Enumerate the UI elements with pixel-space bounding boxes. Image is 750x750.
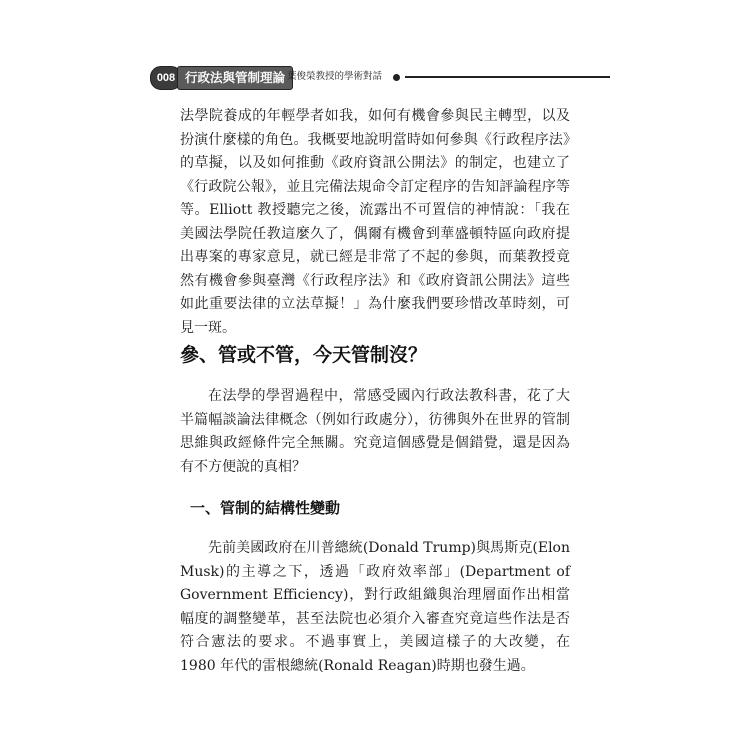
header-bullet-dot (393, 74, 400, 81)
subsection-heading: 一、管制的結構性變動 (190, 499, 341, 517)
paragraph-2: 在法學的學習過程中，常感受國內行政法教科書，花了大半篇幅談論法律概念（例如行政處分），彷彿與外在世界的管制思維與政經條件完全無關。究竟這個感覺是個錯覺，還是因為有不方便說的真相？ (180, 388, 570, 475)
book-subtitle: 葉俊榮教授的學術對話 (287, 71, 383, 82)
section-heading: 參、管或不管，今天管制沒？ (180, 344, 428, 366)
running-header (150, 66, 610, 88)
paragraph-1: 法學院養成的年輕學者如我，如何有機會參與民主轉型，以及扮演什麼樣的角色。我概要地說明當時如何參與《行政程序法》的草擬，以及如何推動《政府資訊公開法》的制定，也建立了《行政院公報》，並且完備法規命令訂定程序的告知評論程序等等。Elliott 教授聽完之後，流露出不可置信的神情說：「我在美國法學院任教這麼久了，偶爾有機會到華盛頓特區向政府提出專案的專家意見，就已經是非常了不起的參與，而葉教授竟然有機會參與臺灣《行政程序法》和《政府資訊公開法》這些如此重要法律的立法草擬！」為什麼我們要珍惜改革時刻，可見一斑。 (180, 108, 570, 336)
paragraph-3: 先前美國政府在川普總統(Donald Trump)與馬斯克(Elon Musk)的主導之下，透過「政府效率部」(Department of Government Efficiency)，對行政組織與治理層面作出相當幅度的調整變革，甚至法院也必須介入審查究竟這些作法是否符合憲法的要求。不過事實上，美國這樣子的大改變，在 1980 年代的雷根總統(Ronald Reagan)時期也發生過。 (180, 540, 570, 674)
header-rule (405, 76, 610, 78)
book-title: 行政法與管制理論 (177, 66, 293, 90)
page-number: 008 (150, 66, 182, 90)
